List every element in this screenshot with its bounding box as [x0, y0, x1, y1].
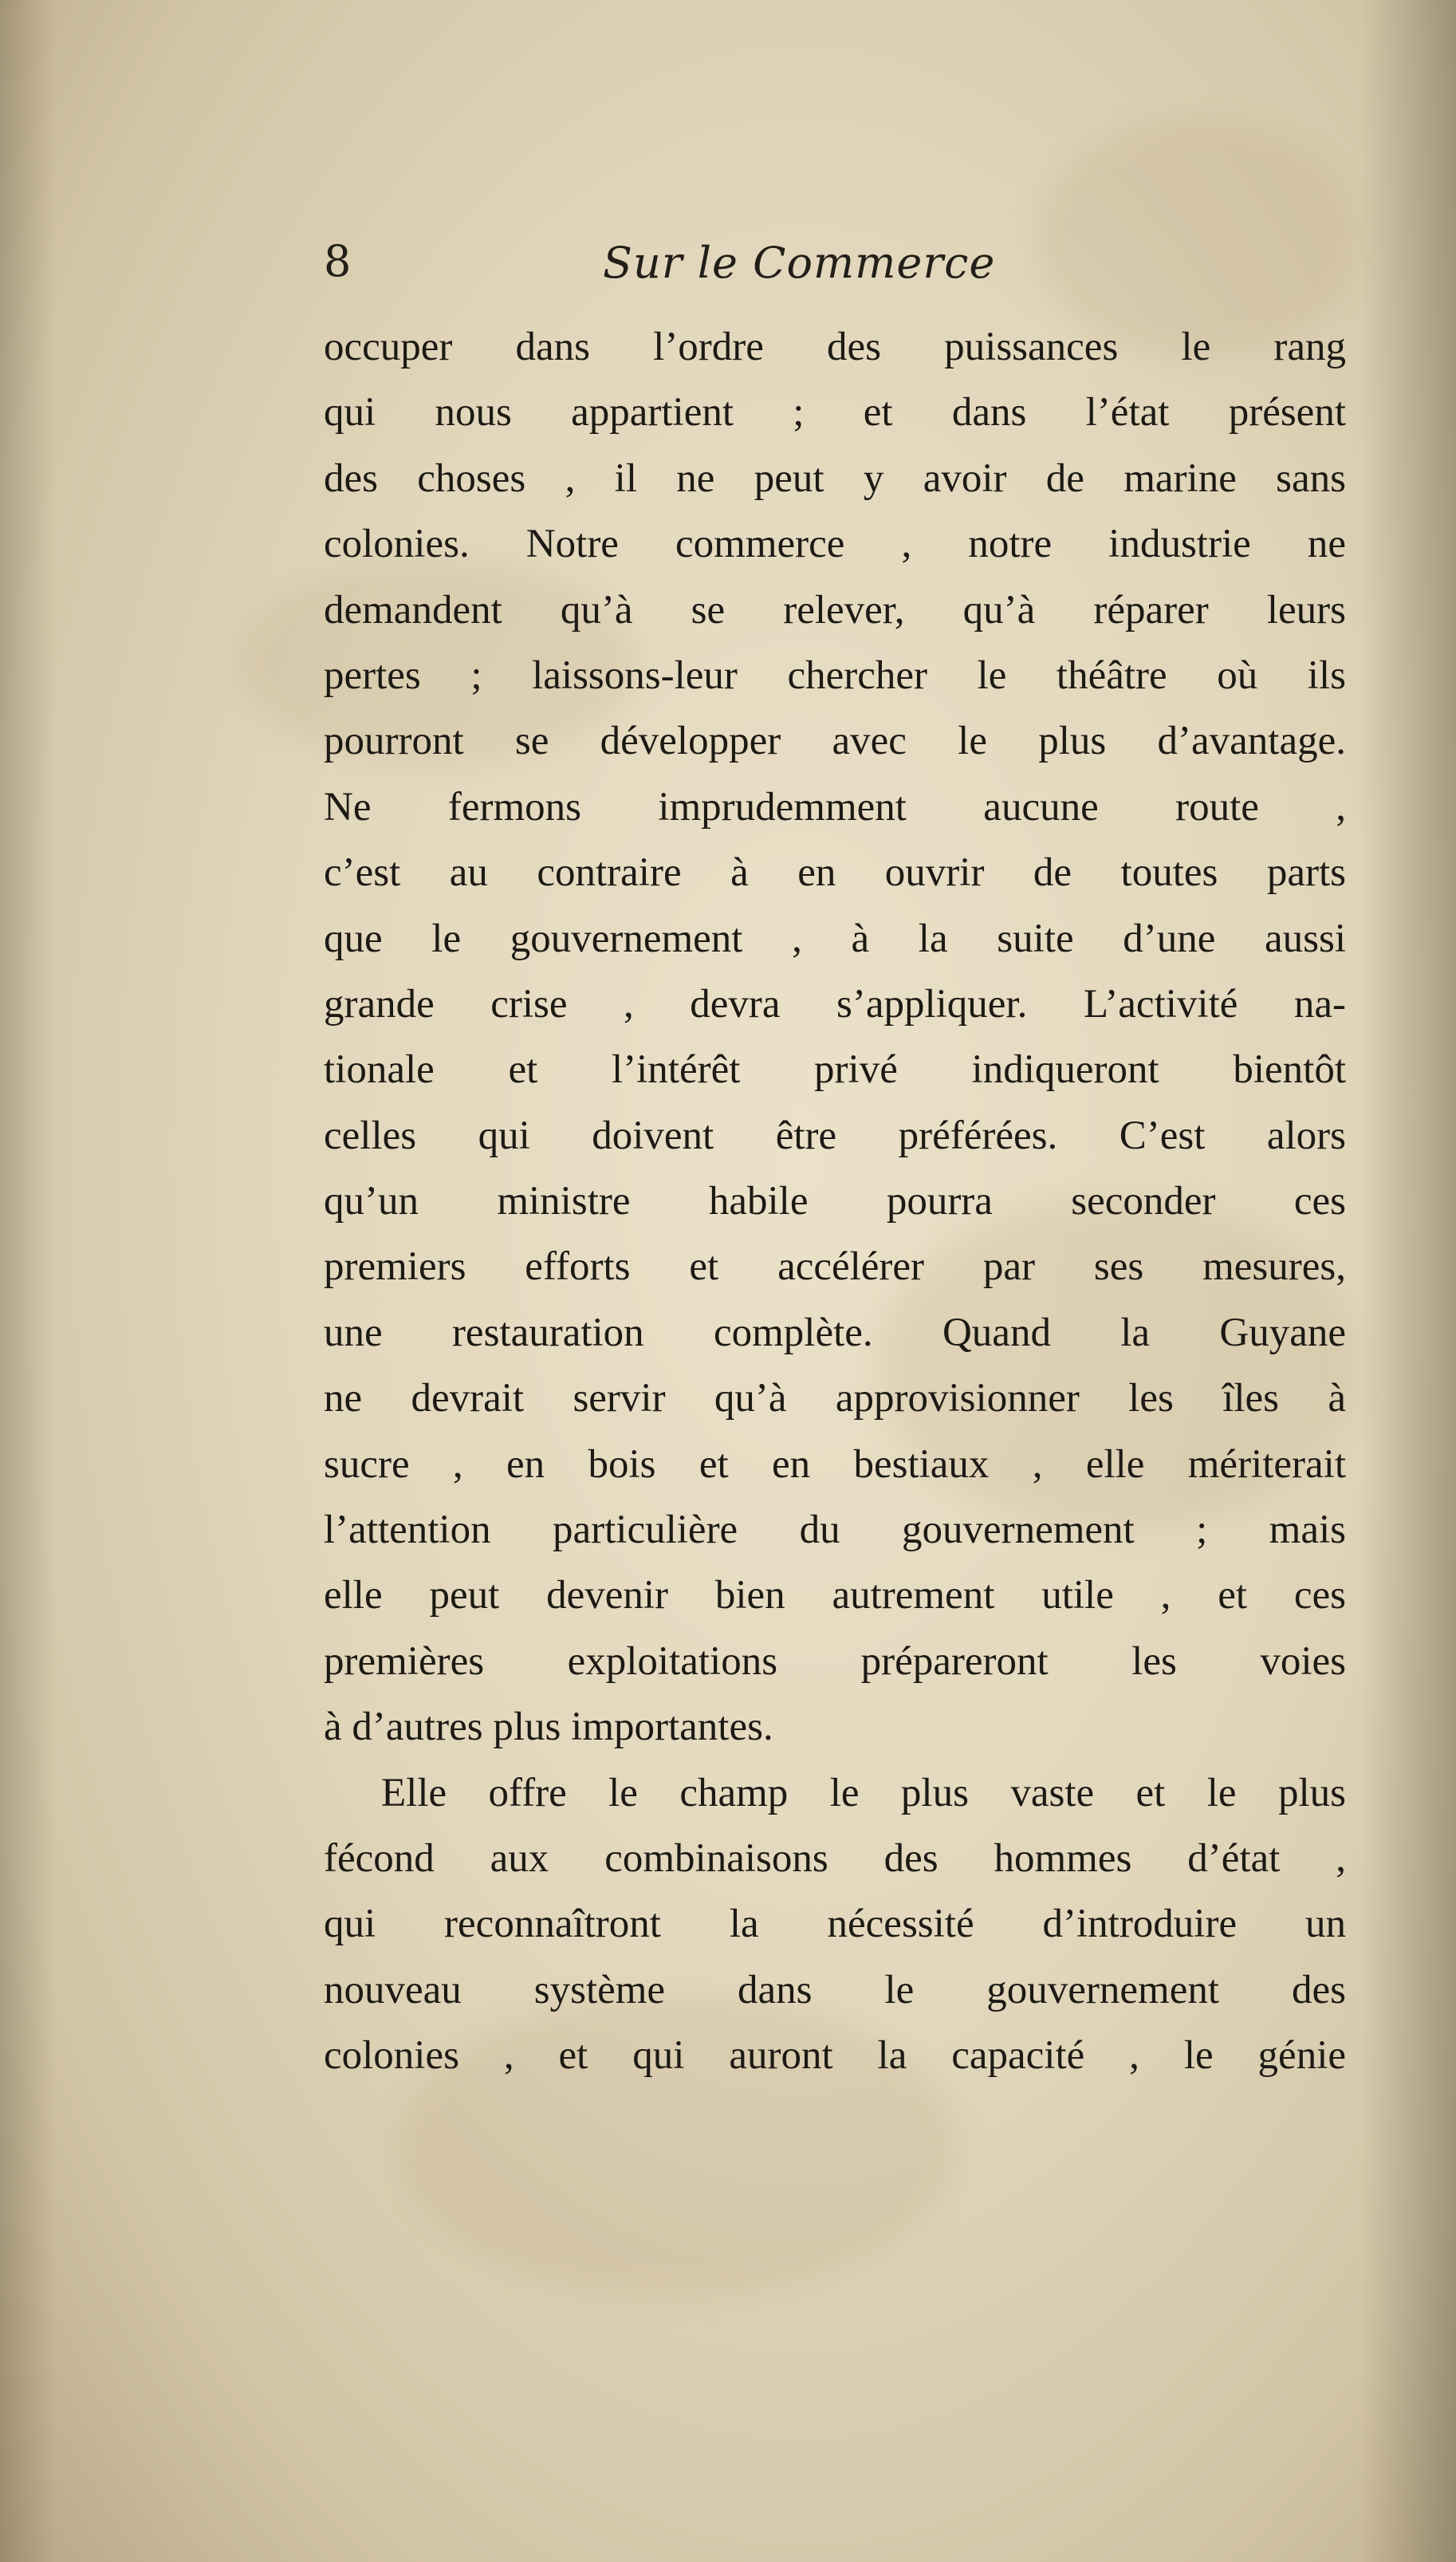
text-line: pourront se développer avec le plus d’avantage. [324, 719, 1346, 764]
text-line: premiers efforts et accélérer par ses mesures, [324, 1244, 1346, 1290]
text-line: des choses , il ne peut y avoir de marine sans [324, 455, 1346, 501]
text-line: sucre , en bois et en bestiaux , elle mériterait [324, 1441, 1346, 1487]
text-line: premières exploitations prépareront les voies [324, 1638, 1346, 1684]
text-line: colonies , et qui auront la capacité , le génie [324, 2033, 1346, 2079]
text-line: Ne fermons imprudemment aucune route , [324, 784, 1346, 830]
text-line: celles qui doivent être préférées. C’est alors [324, 1113, 1346, 1158]
text-line: tionale et l’intérêt privé indiqueront bientôt [324, 1047, 1346, 1093]
text-line: occuper dans l’ordre des puissances le rang [324, 325, 1346, 369]
text-line: que le gouvernement , à la suite d’une aussi [324, 916, 1346, 961]
text-line: grande crise , devra s’appliquer. L’activité na- [324, 981, 1346, 1027]
text-line: l’attention particulière du gouvernement ; mais [324, 1508, 1346, 1553]
page-left-edge-shadow [0, 0, 56, 2562]
running-head: Sur le Commerce [603, 238, 996, 288]
text-line: qui reconnaîtront la nécessité d’introduire un [324, 1902, 1346, 1947]
text-line: une restauration complète. Quand la Guyane [324, 1310, 1346, 1355]
text-line: c’est au contraire à en ouvrir de toutes parts [324, 850, 1346, 896]
text-line: qui nous appartient ; et dans l’état présent [324, 390, 1346, 436]
page-header [319, 231, 1348, 295]
paragraph-1 [324, 314, 1346, 1760]
text-line: ne devrait servir qu’à approvisionner les îles à [324, 1376, 1346, 1421]
text-line: nouveau système dans le gouvernement des [324, 1967, 1346, 2012]
text-line: pertes ; laissons-leur chercher le théâtre où ils [324, 652, 1346, 698]
text-line: Elle offre le champ le plus vaste et le plus [381, 1770, 1346, 1815]
text-line: à d’autres plus importantes. [324, 1705, 773, 1750]
paragraph-2 [324, 1760, 1346, 2089]
body-text [324, 314, 1346, 2089]
text-line: demandent qu’à se relever, qu’à réparer leurs [324, 587, 1346, 633]
page-number: 8 [324, 236, 352, 286]
text-line: fécond aux combinaisons des hommes d’état , [324, 1835, 1346, 1881]
text-line: colonies. Notre commerce , notre industrie ne [324, 522, 1346, 567]
text-line: elle peut devenir bien autrement utile , et ces [324, 1573, 1346, 1618]
text-line: qu’un ministre habile pourra seconder ces [324, 1179, 1346, 1224]
page-right-edge-shadow [1360, 0, 1456, 2562]
